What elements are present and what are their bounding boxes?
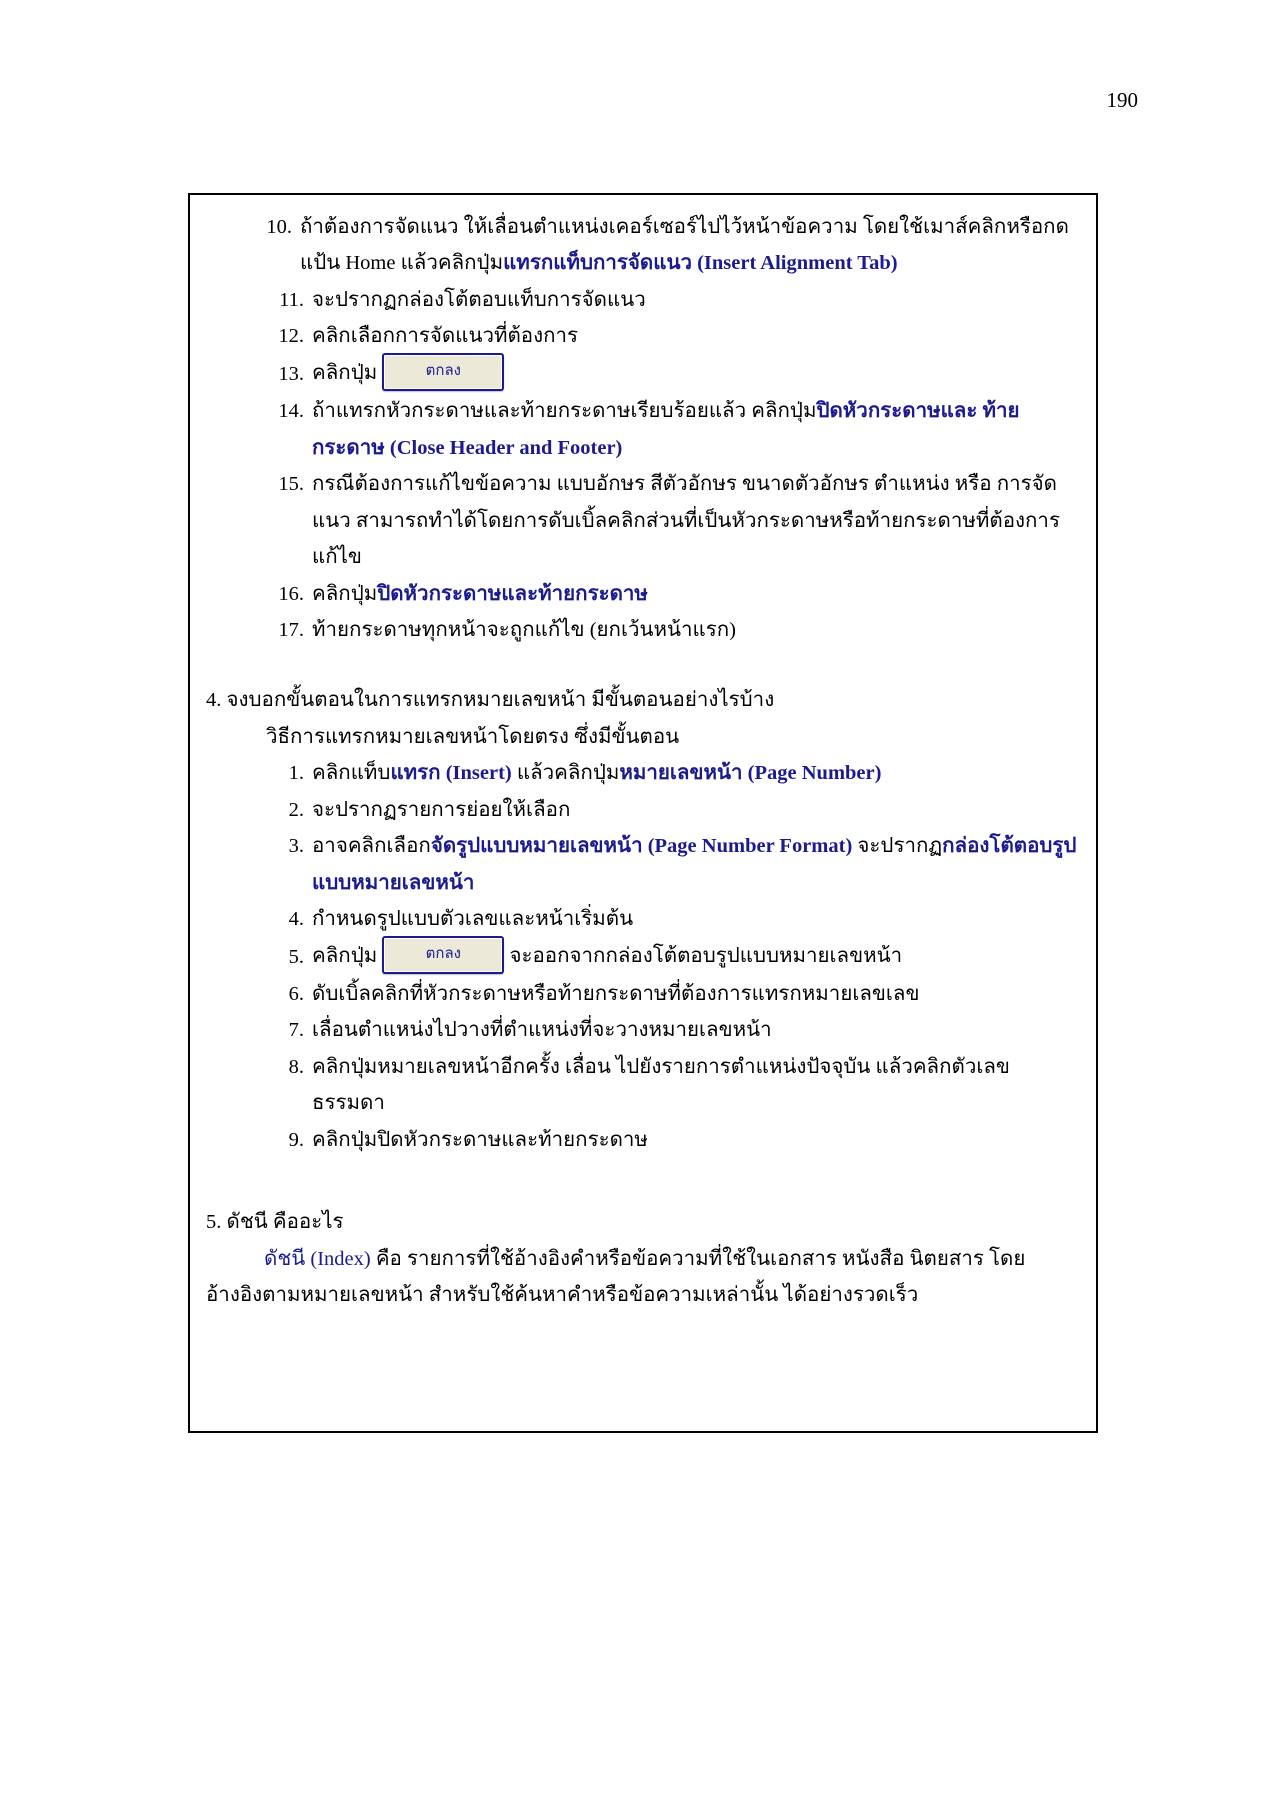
list-text xyxy=(300,209,1078,282)
list-marker: 15. xyxy=(278,473,304,496)
list-text-normal: คลิกปุ่ม xyxy=(312,944,378,967)
list-text: ดับเบิ้ลคลิกที่หัวกระดาษหรือท้ายกระดาษที่ต้องการแทรกหมายเลขเลข xyxy=(312,983,920,1005)
ok-button[interactable]: ตกลง xyxy=(382,936,504,974)
list-text: กำหนดรูปแบบตัวเลขและหน้าเริ่มต้น xyxy=(312,908,634,931)
question-4-subheading: วิธีการแทรกหมายเลขหน้าโดยตรง ซึ่งมีขั้นตอน xyxy=(266,725,680,748)
list-marker: 14. xyxy=(278,400,304,423)
list-item xyxy=(206,576,1078,612)
list-item xyxy=(206,755,1078,791)
list-text-normal: คลิกปุ่ม xyxy=(312,582,378,605)
list-text-normal: คลิกปุ่ม xyxy=(312,361,378,384)
list-marker: 7. xyxy=(288,1019,304,1042)
list-text-normal: ถ้าต้องการจัดแนว ให้เลื่อนตำแหน่งเคอร์เซอร์ไปไว้หน้าข้อความ โดยใช้เมาส์คลิกหรือกดแป้น Home แล้วคลิกปุ่ม xyxy=(300,216,1069,275)
list-item xyxy=(206,209,1078,282)
content-frame xyxy=(188,193,1098,1433)
list-marker: 5. xyxy=(288,945,304,968)
list-text-normal: แล้วคลิกปุ่ม xyxy=(511,762,620,785)
list-marker: 1. xyxy=(288,762,304,785)
list-text xyxy=(312,393,1078,466)
list-marker: 6. xyxy=(288,983,304,1005)
list-item xyxy=(206,282,1078,318)
question-4-steps-list xyxy=(206,755,1078,1158)
list-text-normal: จะออกจากกล่องโต้ตอบรูปแบบหมายเลขหน้า xyxy=(509,944,903,967)
list-text-emphasis: ปิดหัวกระดาษและท้ายกระดาษ xyxy=(377,582,648,605)
list-text xyxy=(312,938,1078,976)
ok-button[interactable]: ตกลง xyxy=(382,353,504,391)
list-text: คลิกเลือกการจัดแนวที่ต้องการ xyxy=(312,325,579,348)
question-5-heading: 5. ดัชนี คืออะไร xyxy=(206,1211,344,1234)
list-text-emphasis: หมายเลขหน้า (Page Number) xyxy=(619,762,882,785)
list-text: จะปรากฏรายการย่อยให้เลือก xyxy=(312,798,571,821)
list-text: คลิกปุ่มปิดหัวกระดาษและท้ายกระดาษ xyxy=(312,1128,648,1151)
list-marker: 2. xyxy=(288,798,304,821)
list-text-normal: คลิกแท็บ xyxy=(312,762,391,785)
list-marker: 17. xyxy=(278,618,304,641)
list-text-emphasis: แทรกแท็บการจัดแนว (Insert Alignment Tab) xyxy=(503,252,898,275)
list-text-normal: อาจคลิกเลือก xyxy=(312,835,431,858)
list-text-emphasis: ปิดหัวกระดาษและ ท้ายกระดาษ (Close Header and Footer) xyxy=(312,400,1020,459)
list-item xyxy=(206,393,1078,466)
list-text-normal: ถ้าแทรกหัวกระดาษและท้ายกระดาษเรียบร้อยแล้ว คลิกปุ่ม xyxy=(312,400,817,423)
list-text: กรณีต้องการแก้ไขข้อความ แบบอักษร สีตัวอักษร ขนาดตัวอักษร ตำแหน่ง หรือ การจัดแนว สามารถทำได้โดยการดับเบิ้ลคลิกส่วนที่เป็นหัวกระดาษหรือท้ายกระดาษที่ต้องการแก้ไข xyxy=(312,473,1060,569)
list-marker: 11. xyxy=(279,288,304,311)
index-definition: คือ รายการที่ใช้อ้างอิงคำหรือข้อความที่ใช้ในเอกสาร หนังสือ นิตยสาร โดยอ้างอิงตามหมายเลขหน้า สำหรับใช้ค้นหาคำหรือข้อความเหล่านั้น ได้อย่างรวดเร็ว xyxy=(206,1247,1026,1307)
list-text xyxy=(312,355,1078,393)
list-item xyxy=(206,976,1078,1012)
list-marker: 9. xyxy=(288,1128,304,1151)
list-marker: 10. xyxy=(266,216,292,238)
index-term: ดัชนี (Index) xyxy=(264,1247,371,1270)
list-text-emphasis: แทรก (Insert) xyxy=(390,762,512,785)
question-4-heading: 4. จงบอกขั้นตอนในการแทรกหมายเลขหน้า มีขั้นตอนอย่างไรบ้าง xyxy=(206,689,775,712)
list-item xyxy=(206,792,1078,828)
list-text: ท้ายกระดาษทุกหน้าจะถูกแก้ไข (ยกเว้นหน้าแรก) xyxy=(312,618,736,641)
list-marker: 16. xyxy=(278,582,304,605)
list-text: คลิกปุ่มหมายเลขหน้าอีกครั้ง เลื่อน ไปยังรายการตำแหน่งปัจจุบัน แล้วคลิกตัวเลขธรรมดา xyxy=(312,1055,1010,1115)
list-item xyxy=(206,1122,1078,1158)
list-marker: 12. xyxy=(278,325,304,348)
list-item xyxy=(206,466,1078,575)
list-text: จะปรากฏกล่องโต้ตอบแท็บการจัดแนว xyxy=(312,288,646,311)
list-text: เลื่อนตำแหน่งไปวางที่ตำแหน่งที่จะวางหมายเลขหน้า xyxy=(312,1019,772,1042)
list-item xyxy=(206,901,1078,937)
list-text-emphasis: จัดรูปแบบหมายเลขหน้า (Page Number Format) xyxy=(430,835,853,858)
page-number: 190 xyxy=(1106,88,1138,112)
list-marker: 4. xyxy=(288,908,304,931)
list-text-normal: จะปรากฏ xyxy=(852,835,943,858)
question-5-answer xyxy=(206,1241,1078,1314)
list-marker: 13. xyxy=(278,362,304,385)
list-text xyxy=(312,576,1078,612)
list-item xyxy=(206,938,1078,976)
list-marker: 3. xyxy=(288,835,304,858)
list-text-emphasis: กล่องโต้ตอบรูปแบบหมายเลขหน้า xyxy=(312,835,1077,894)
list-item xyxy=(206,612,1078,648)
list-item xyxy=(206,828,1078,901)
section-steps-list xyxy=(206,209,1078,648)
list-item xyxy=(206,355,1078,393)
list-item xyxy=(206,318,1078,354)
list-marker: 8. xyxy=(288,1055,304,1078)
list-text xyxy=(312,755,1078,791)
list-item xyxy=(206,1012,1078,1048)
list-text xyxy=(312,828,1078,901)
list-item xyxy=(206,1049,1078,1122)
